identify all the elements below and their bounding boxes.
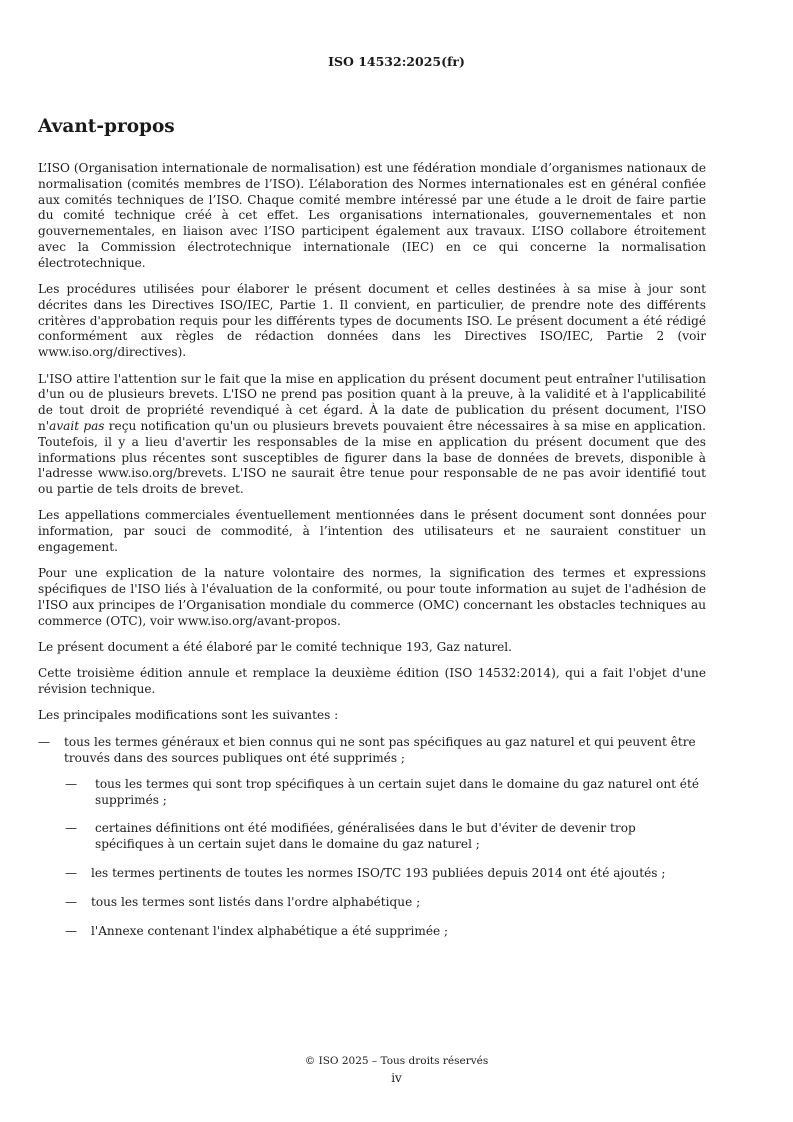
copyright-footer: © ISO 2025 – Tous droits réservés <box>304 1055 489 1067</box>
list-dash: — <box>38 734 51 749</box>
list-item <box>38 821 706 853</box>
list-dash: — <box>65 776 78 791</box>
list-item <box>38 866 706 882</box>
list-dash: — <box>65 821 78 836</box>
paragraph-iso-overview: L’ISO (Organisation internationale de normalisation) est une fédération mondiale d’organismes nationaux de normalisation (comités membres de l’ISO). L’élaboration des Normes internationales est en général confiée aux comités techniques de l’ISO. Chaque comité membre intéressé par une étude a le droit de faire partie du comité technique créé à cet effet. Les organisations internationales, gouvernementales et non gouvernementales, en liaison avec l’ISO participent également aux travaux. L’ISO collabore étroitement avec la Commission électrotechnique internationale (IEC) en ce qui concerne la normalisation électrotechnique. <box>38 161 706 270</box>
list-dash: — <box>65 865 78 880</box>
list-dash: — <box>65 923 78 938</box>
paragraph-edition: Cette troisième édition annule et remplace la deuxième édition (ISO 14532:2014), qui a fait l'objet d'une révision technique. <box>38 666 706 697</box>
paragraph-committee: Le présent document a été élaboré par le comité technique 193, Gaz naturel. <box>38 640 513 655</box>
list-item-text: l'Annexe contenant l'index alphabétique a été supprimée ; <box>91 923 449 938</box>
patents-emphasis: avait pas <box>49 418 105 433</box>
patents-text-after: reçu notification qu'un ou plusieurs brevets pouvaient être nécessaires à sa mise en application. Toutefois, il y a lieu d'avertir les responsables de la mise en application du présent document que des informations plus récentes sont susceptibles de figurer dans la base de données de brevets, disponible à l'adresse www.iso.org/brevets. L'ISO ne saurait être tenue pour responsable de ne pas avoir identifié tout ou partie de tels droits de brevet. <box>38 418 707 497</box>
list-dash: — <box>65 894 78 909</box>
list-item-text: tous les termes sont listés dans l'ordre alphabétique ; <box>91 894 421 909</box>
list-item-text: les termes pertinents de toutes les normes ISO/TC 193 publiées depuis 2014 ont été ajoutés ; <box>91 865 666 880</box>
list-item <box>38 735 706 767</box>
paragraph-changes-intro: Les principales modifications sont les suivantes : <box>38 708 339 723</box>
list-item <box>38 777 706 809</box>
list-item-text: tous les termes qui sont trop spécifiques à un certain sujet dans le domaine du gaz naturel ont été supprimés ; <box>95 776 699 807</box>
list-item-text: tous les termes généraux et bien connus qui ne sont pas spécifiques au gaz naturel et qui peuvent être trouvés dans des sources publiques ont été supprimés ; <box>64 734 696 765</box>
list-item-text: certaines définitions ont été modifiées, généralisées dans le but d'éviter de devenir trop spécifiques à un certain sujet dans le domaine du gaz naturel ; <box>95 821 636 852</box>
changes-list <box>38 735 706 940</box>
paragraph-procedures: Les procédures utilisées pour élaborer le présent document et celles destinées à sa mise à jour sont décrites dans les Directives ISO/IEC, Partie 1. Il convient, en particulier, de prendre note des différents critères d'approbation requis pour les différents types de documents ISO. Le présent document a été rédigé conformément aux règles de rédaction données dans les Directives ISO/IEC, Partie 2 (voir www.iso.org/directives). <box>38 282 706 360</box>
paragraph-patents <box>38 372 706 498</box>
paragraph-trade-names: Les appellations commerciales éventuellement mentionnées dans le présent document sont données pour information, par souci de commodité, à l’intention des utilisateurs et ne sauraient constituer un engagement. <box>38 508 706 555</box>
patents-text-before: L'ISO attire l'attention sur le fait que la mise en application du présent document peut entraîner l'utilisation d'un ou de plusieurs brevets. L'ISO ne prend pas position quant à la preuve, à la validité et à l'applicabilité de tout droit de propriété revendiqué à cet égard. À la date de publication du présent document, l'ISO n' <box>38 371 706 433</box>
foreword-body <box>38 161 706 950</box>
document-id-header: ISO 14532:2025(fr) <box>328 54 465 69</box>
page-number: iv <box>391 1071 402 1085</box>
paragraph-voluntary-nature: Pour une explication de la nature volontaire des normes, la signification des termes et expressions spécifiques de l'ISO liés à l'évaluation de la conformité, ou pour toute information au sujet de l'adhésion de l'ISO aux principes de l’Organisation mondiale du commerce (OMC) concernant les obstacles techniques au commerce (OTC), voir www.iso.org/avant-propos. <box>38 566 706 628</box>
section-title: Avant-propos <box>38 116 175 137</box>
list-item <box>38 924 706 940</box>
list-item <box>38 895 706 911</box>
